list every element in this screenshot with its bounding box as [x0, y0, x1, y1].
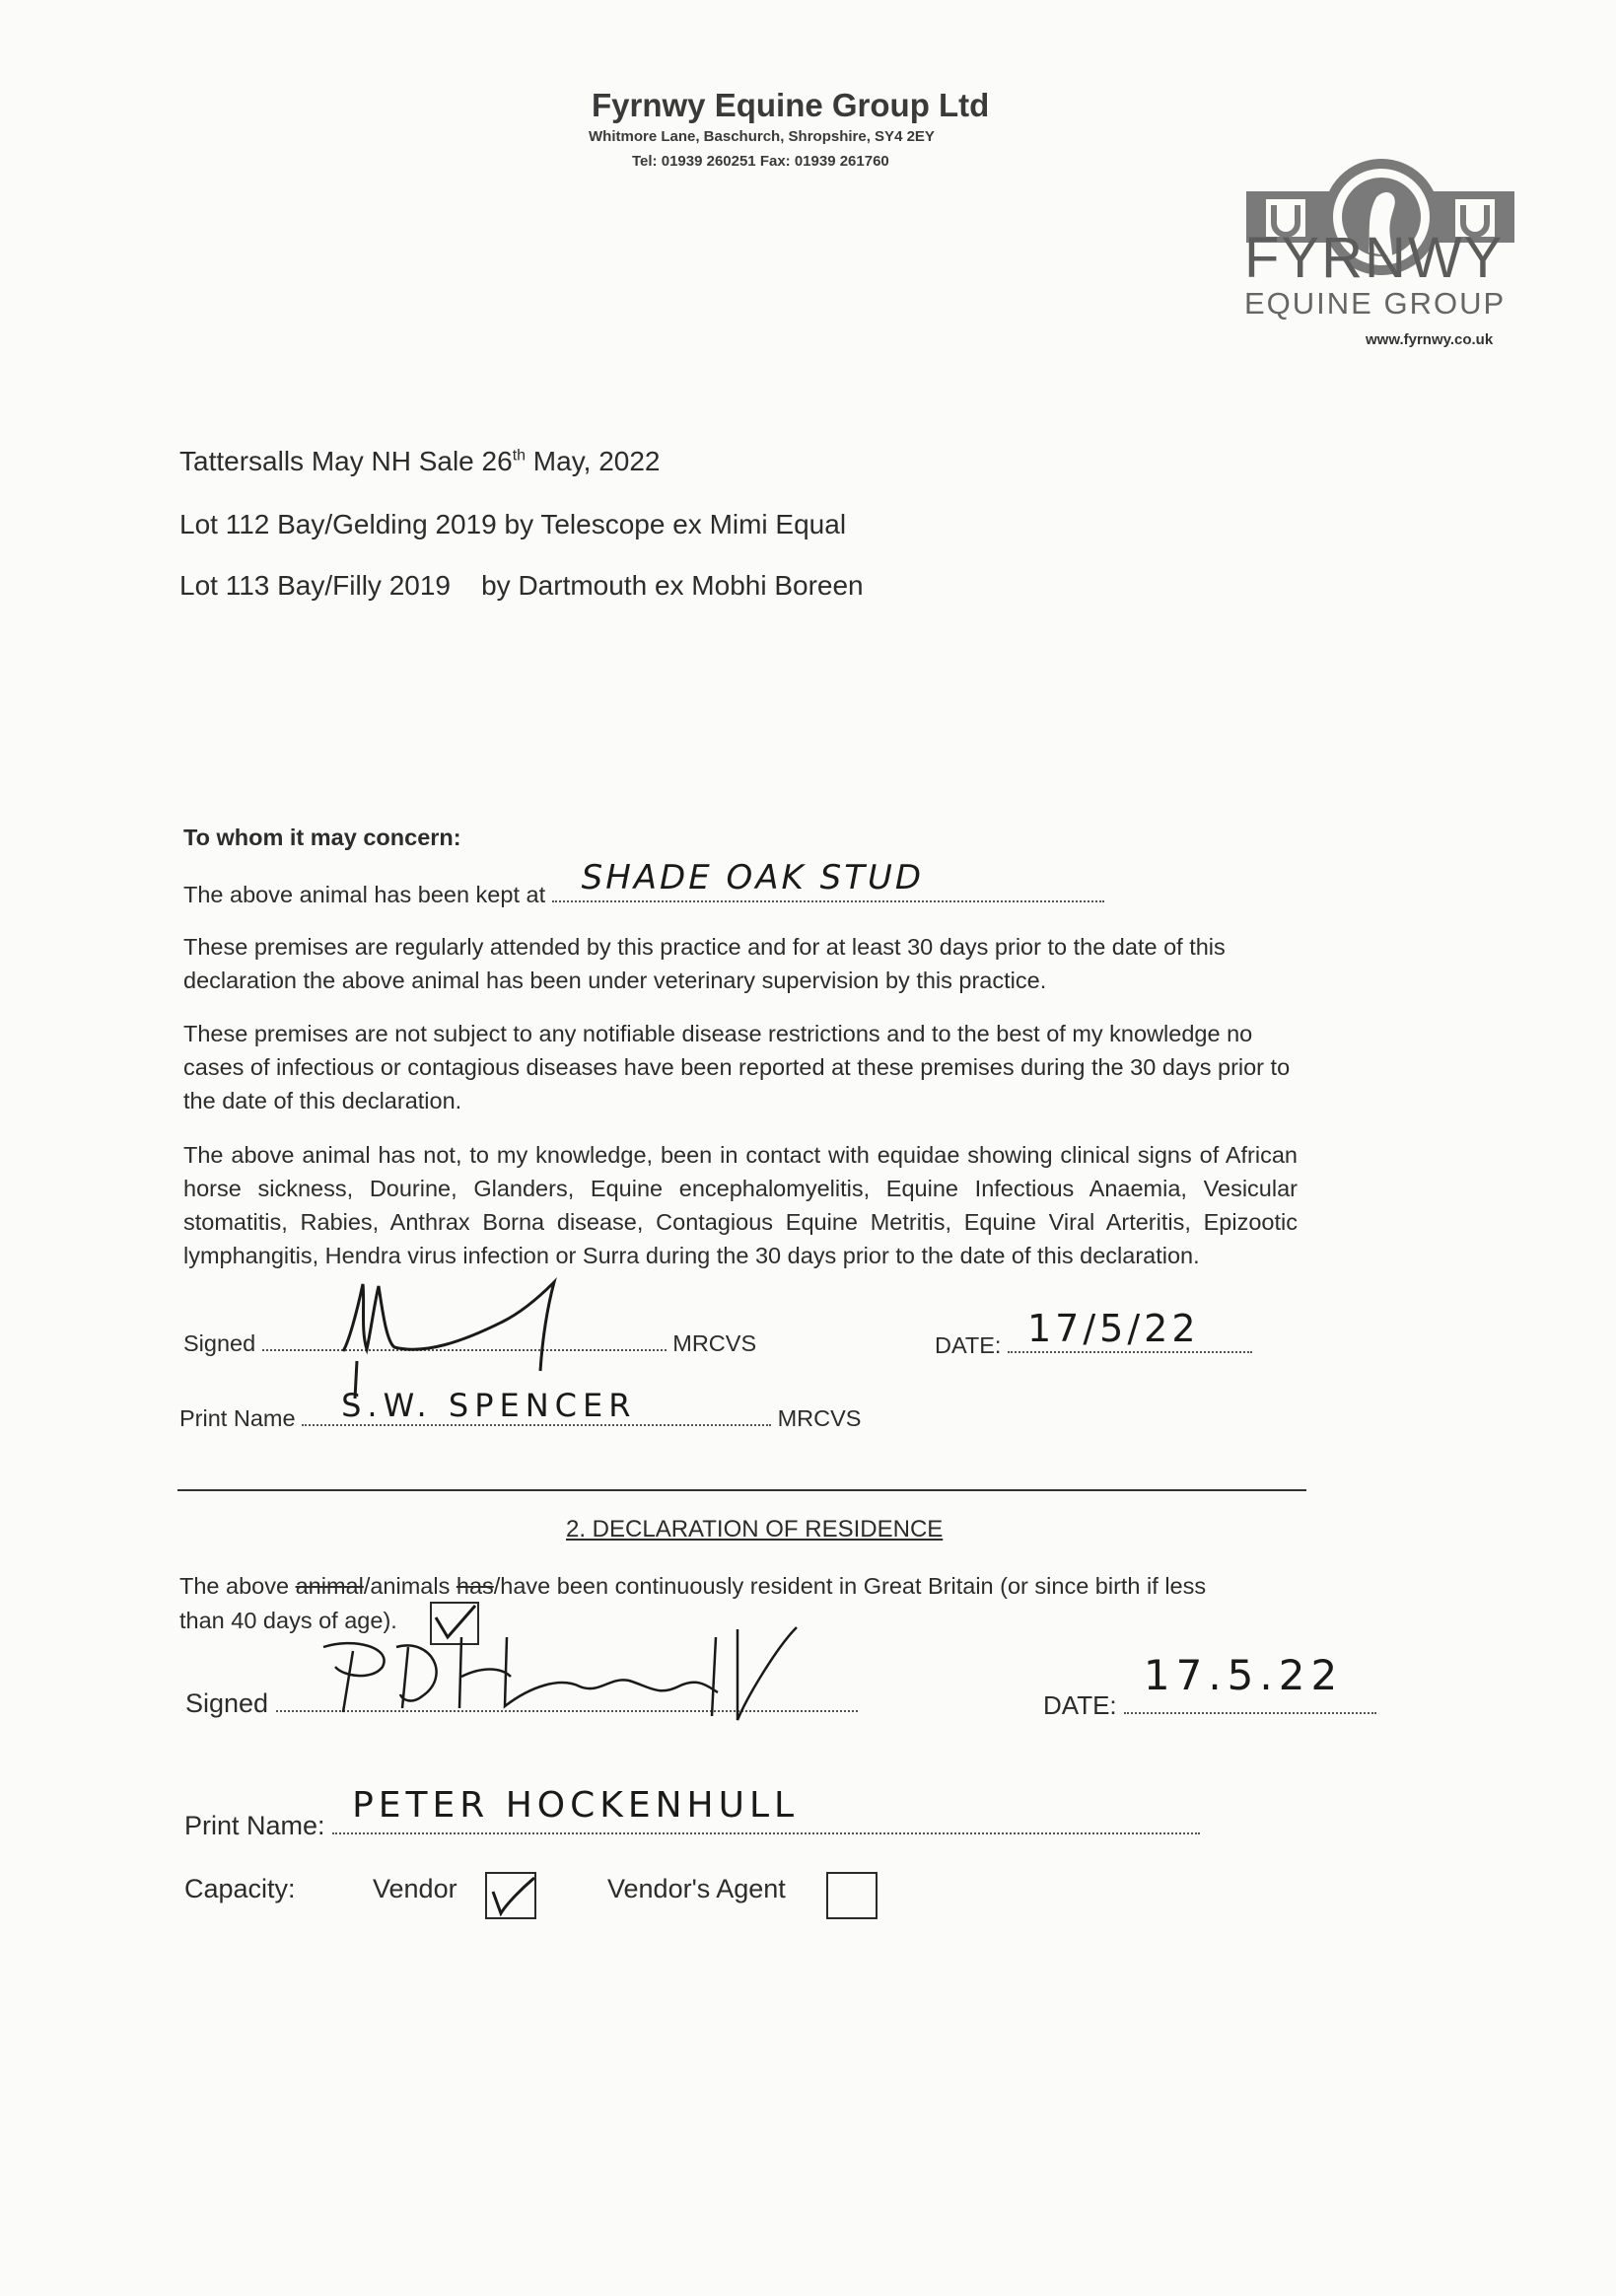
logo-subtitle: EQUINE GROUP: [1244, 286, 1507, 321]
vendor-print-name-value: PETER HOCKENHULL: [352, 1785, 800, 1826]
company-contact: Tel: 01939 260251 Fax: 01939 261760: [632, 153, 889, 170]
section-divider: [177, 1489, 1306, 1491]
salutation: To whom it may concern:: [183, 825, 461, 850]
check-icon: [487, 1874, 534, 1917]
residence-text-2: than 40 days of age).: [179, 1608, 397, 1633]
vendor-signature: [314, 1617, 807, 1726]
vendor-signed-line: Signed: [185, 1685, 858, 1720]
kept-at-value: SHADE OAK STUD: [581, 858, 925, 897]
vendor-date-line: DATE: 17.5.22: [1043, 1688, 1376, 1722]
vendor-print-name-line: Print Name: PETER HOCKENHULL: [184, 1809, 1200, 1842]
capacity-label: Capacity:: [184, 1874, 296, 1903]
declaration-para-2: These premises are not subject to any notifiable disease restrictions and to the best of my knowledge no cases of infectious or contagious diseases have been reported at these premises during the 30 days prior to the date of this declaration.: [183, 1021, 1291, 1113]
vet-signature: [335, 1272, 592, 1400]
lot-112: Lot 112 Bay/Gelding 2019 by Telescope ex Mimi Equal: [179, 509, 847, 539]
declaration-para-3: The above animal has not, to my knowledge, been in contact with equidae showing clinical signs of African horse sickness, Dourine, Glanders, Equine encephalomyelitis, Equine Infectious Anaemia, Vesicular stomatitis, Rabies, Anthrax Borna disease, Contagious Equine Metritis, Equine Viral Arteritis, Epizootic lymphangitis, Hendra virus infection or Surra during the 30 days prior to the date of this declaration.: [183, 1142, 1298, 1268]
company-name: Fyrnwy Equine Group Ltd: [592, 87, 990, 123]
residence-heading: 2. DECLARATION OF RESIDENCE: [566, 1516, 944, 1543]
kept-at-line: The above animal has been kept at SHADE OAK STUD: [183, 873, 1104, 911]
vendor-label: Vendor: [373, 1874, 457, 1903]
residence-text: The above animal/animals has/have been continuously resident in Great Britain (or since birth if less: [179, 1573, 1207, 1599]
vet-print-name-value: S.W. SPENCER: [341, 1387, 637, 1424]
vet-print-name-line: Print Name S.W. SPENCER MRCVS: [179, 1387, 862, 1431]
vet-signed-line: Signed MRCVS: [183, 1326, 756, 1360]
logo-url: www.fyrnwy.co.uk: [1366, 331, 1494, 348]
logo-name: FYRNWY: [1244, 226, 1505, 290]
vendor-agent-label: Vendor's Agent: [607, 1874, 786, 1903]
vendor-checkbox[interactable]: [485, 1872, 536, 1919]
vet-date-line: DATE: 17/5/22: [935, 1327, 1252, 1362]
lot-113: Lot 113 Bay/Filly 2019 by Dartmouth ex Mobhi Boreen: [179, 570, 864, 601]
vendor-agent-checkbox[interactable]: [826, 1872, 878, 1919]
company-address: Whitmore Lane, Baschurch, Shropshire, SY4 2EY: [589, 128, 935, 145]
sale-title: Tattersalls May NH Sale 26th May, 2022: [179, 446, 661, 476]
vet-date-value: 17/5/22: [1027, 1307, 1200, 1350]
declaration-para-1: These premises are regularly attended by this practice and for at least 30 days prior to the date of this declaration the above animal has been under veterinary supervision by this practice.: [183, 934, 1226, 993]
vendor-date-value: 17.5.22: [1143, 1651, 1344, 1699]
